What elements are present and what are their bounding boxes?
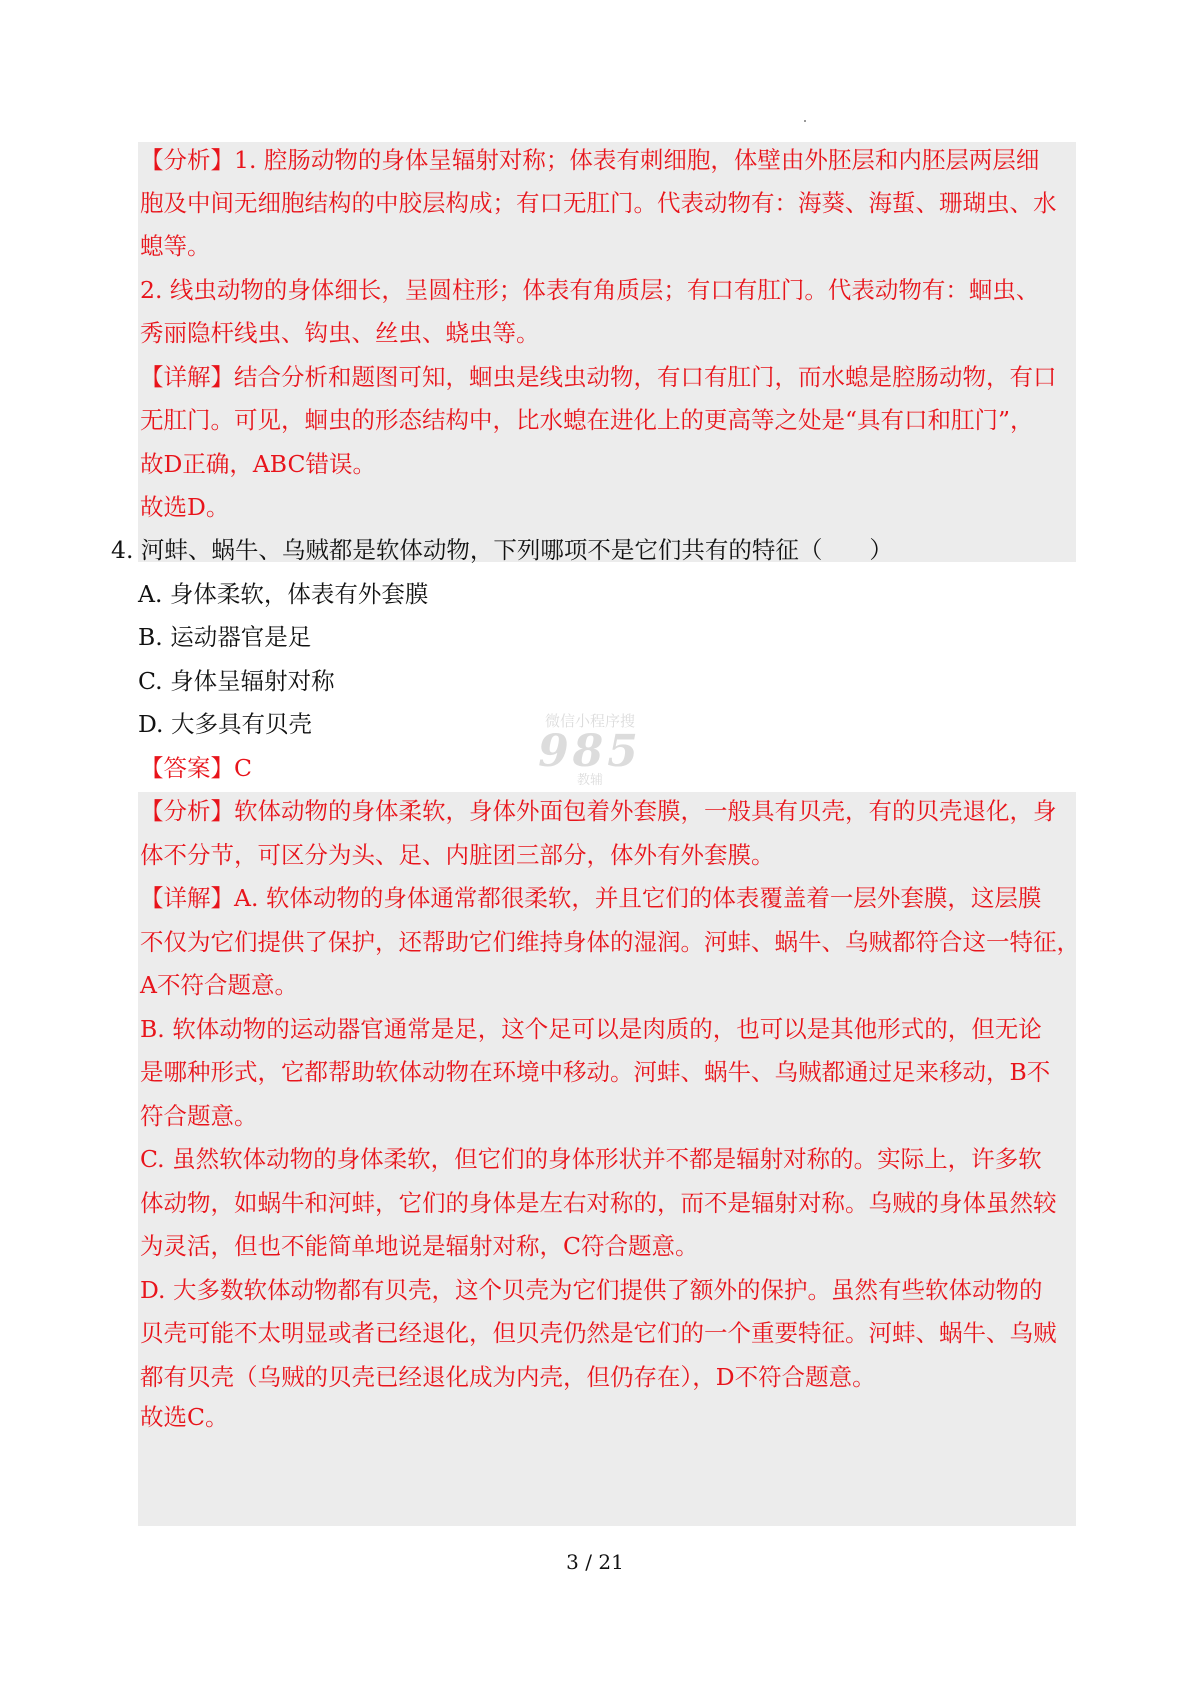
detail-line: D. 大多数软体动物都有贝壳，这个贝壳为它们提供了额外的保护。虽然有些软体动物的 bbox=[140, 1276, 1043, 1304]
detail-line: 贝壳可能不太明显或者已经退化，但贝壳仍然是它们的一个重要特征。河蚌、蜗牛、乌贼 bbox=[140, 1319, 1057, 1347]
detail-line: 【详解】结合分析和题图可知，蛔虫是线虫动物，有口有肛门，而水螅是腔肠动物，有口 bbox=[140, 363, 1057, 391]
option-d: D. 大多具有贝壳 bbox=[138, 710, 312, 738]
analysis-line: 体不分节，可区分为头、足、内脏团三部分，体外有外套膜。 bbox=[140, 841, 775, 869]
detail-line: 符合题意。 bbox=[140, 1102, 258, 1130]
option-c: C. 身体呈辐射对称 bbox=[138, 667, 335, 695]
detail-line: 【详解】A. 软体动物的身体通常都很柔软，并且它们的体表覆盖着一层外套膜，这层膜 bbox=[140, 884, 1042, 912]
detail-line: 故D正确，ABC错误。 bbox=[140, 450, 376, 478]
detail-line: 无肛门。可见，蛔虫的形态结构中，比水螅在进化上的更高等之处是“具有口和肛门”， bbox=[140, 406, 1034, 434]
analysis-line: 胞及中间无细胞结构的中胶层构成；有口无肛门。代表动物有：海葵、海蜇、珊瑚虫、水 bbox=[140, 189, 1057, 217]
choice-line: 故选C。 bbox=[140, 1403, 229, 1431]
answer-line: 【答案】C bbox=[140, 754, 252, 782]
detail-line: 都有贝壳（乌贼的贝壳已经退化成为内壳，但仍存在），D不符合题意。 bbox=[140, 1363, 876, 1391]
analysis-line: 2. 线虫动物的身体细长，呈圆柱形；体表有角质层；有口有肛门。代表动物有：蛔虫、 bbox=[140, 276, 1040, 304]
detail-line: 体动物，如蜗牛和河蚌，它们的身体是左右对称的，而不是辐射对称。乌贼的身体虽然较 bbox=[140, 1189, 1057, 1217]
watermark-logo: 微信小程序搜 985 教辅 bbox=[538, 712, 642, 788]
detail-line: 是哪种形式，它都帮助软体动物在环境中移动。河蚌、蜗牛、乌贼都通过足来移动，B不 bbox=[140, 1058, 1051, 1086]
page-number: 3 / 21 bbox=[566, 1550, 624, 1574]
question-stem: 4. 河蚌、蜗牛、乌贼都是软体动物，下列哪项不是它们共有的特征（ ） bbox=[111, 536, 893, 564]
analysis-line: 【分析】软体动物的身体柔软，身体外面包着外套膜，一般具有贝壳，有的贝壳退化，身 bbox=[140, 797, 1057, 825]
scan-dot bbox=[804, 120, 806, 122]
analysis-line: 秀丽隐杆线虫、钩虫、丝虫、蛲虫等。 bbox=[140, 319, 540, 347]
detail-line: A不符合题意。 bbox=[140, 971, 298, 999]
detail-line: 为灵活，但也不能简单地说是辐射对称，C符合题意。 bbox=[140, 1232, 699, 1260]
choice-line: 故选D。 bbox=[140, 493, 230, 521]
detail-line: B. 软体动物的运动器官通常是足，这个足可以是肉质的，也可以是其他形式的，但无论 bbox=[140, 1015, 1042, 1043]
option-a: A. 身体柔软，体表有外套膜 bbox=[138, 580, 429, 608]
detail-line: C. 虽然软体动物的身体柔软，但它们的身体形状并不都是辐射对称的。实际上，许多软 bbox=[140, 1145, 1042, 1173]
analysis-line: 【分析】1. 腔肠动物的身体呈辐射对称；体表有刺细胞，体壁由外胚层和内胚层两层细 bbox=[140, 146, 1040, 174]
detail-line: 不仅为它们提供了保护，还帮助它们维持身体的湿润。河蚌、蜗牛、乌贼都符合这一特征， bbox=[140, 928, 1080, 956]
analysis-line: 螅等。 bbox=[140, 232, 211, 260]
option-b: B. 运动器官是足 bbox=[138, 623, 312, 651]
